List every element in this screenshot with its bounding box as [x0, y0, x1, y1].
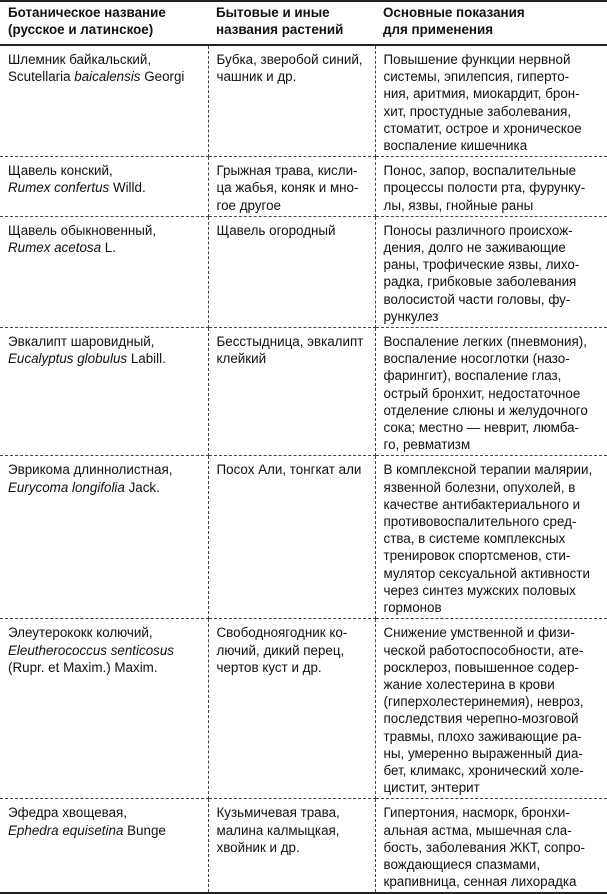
latin-name: [8, 350, 204, 367]
latin-binomial: Eucalyptus globulus: [8, 351, 128, 367]
indications-line: раны, трофические язвы, лихо-: [383, 257, 580, 273]
indications-line: травмы, плохо заживающие ра-: [383, 728, 582, 744]
russian-name: Эвкалипт шаровидный,: [8, 334, 155, 350]
latin-name: [8, 179, 204, 196]
indications-line: В комплексной терапии малярии,: [383, 462, 593, 478]
botanical-name-cell: [0, 456, 208, 619]
common-names-line: лючий, дикий перец,: [216, 642, 345, 658]
common-names-line: Свободноягодник ко-: [216, 625, 348, 641]
indications-line: крапивница, сенная лихорадка: [383, 874, 577, 890]
botanical-name-cell: [0, 328, 208, 456]
common-names-cell: [208, 799, 375, 894]
russian-name: Щавель обыкновенный,: [8, 222, 157, 238]
botanical-name-cell: [0, 157, 208, 217]
indications-line: дения, долго не заживающие: [383, 240, 566, 256]
indications-cell: [375, 328, 607, 456]
botanical-name-cell: [0, 619, 208, 799]
indications-line: последствия черепно-мозговой: [383, 711, 579, 727]
indications-line: воспаление кишечника: [383, 138, 528, 154]
indications-line: ны, умеренно выраженный диа-: [383, 745, 583, 761]
common-names-line: хвойник и др.: [216, 839, 300, 855]
common-names-line: Щавель огородный: [216, 222, 336, 238]
indications-line: гормонов: [383, 600, 442, 616]
indications-line: ческой работоспособности, ате-: [383, 642, 584, 658]
latin-binomial: Eleutherococcus senticosus: [8, 642, 174, 658]
indications-line: радка, грибковые заболевания: [383, 274, 577, 290]
table-row: [0, 799, 607, 894]
indications-cell: [375, 619, 607, 799]
indications-line: сока; местно — неврит, люмба-: [383, 420, 579, 436]
indications-line: противовоспалительного сред-: [383, 514, 577, 530]
indications-line: ства, в системе комплексных: [383, 531, 566, 547]
common-names-line: Бубка, зверобой синий,: [216, 52, 363, 67]
russian-name: Щавель конский,: [8, 163, 113, 179]
latin-binomial: Rumex acetosa: [8, 240, 102, 256]
common-names-line: чертов куст и др.: [216, 659, 322, 675]
indications-line: альная астма, мышечная сла-: [383, 822, 572, 838]
indications-line: цистит, энтерит: [383, 780, 480, 796]
author-abbrev: (Rupr. et Maxim.) Maxim.: [8, 659, 158, 675]
common-names-line: гое другое: [216, 197, 281, 213]
indications-line: бость, заболевания ЖКТ, сопро-: [383, 839, 585, 855]
indications-line: Поносы различного происхож-: [383, 222, 573, 238]
author-abbrev: L.: [101, 240, 116, 256]
author-abbrev: Jack.: [124, 479, 160, 495]
common-names-line: малина калмыцкая,: [216, 822, 340, 838]
common-names-cell: [208, 216, 375, 327]
indications-line: стоматит, острое и хроническое: [383, 120, 582, 136]
common-names-line: клейкий: [216, 351, 267, 367]
common-names-line: чашник и др.: [216, 69, 297, 85]
latin-binomial: Rumex confertus: [8, 180, 110, 196]
indications-cell: [375, 216, 607, 327]
indications-line: Понос, запор, воспалительные: [383, 163, 577, 179]
indications-line: Снижение умственной и физи-: [383, 625, 575, 641]
latin-genus: Scutellaria: [8, 69, 75, 85]
indications-line: воспаление носоглотки (назо-: [383, 351, 570, 367]
indications-line: качестве антибактериального и: [383, 496, 581, 512]
indications-line: росклероз, повышенное содер-: [383, 659, 579, 675]
indications-line: язвенной болезни, опухолей, в: [383, 479, 576, 495]
indications-line: (гиперхолестеринемия), невроз,: [383, 694, 584, 710]
indications-line: бет, климакс, хронический холе-: [383, 762, 584, 778]
header-row: [0, 1, 607, 45]
indications-cell: [375, 45, 607, 157]
table-row: [0, 456, 607, 619]
indications-line: ния, аритмия, миокардит, брон-: [383, 86, 580, 102]
indications-line: отделение слюны и желудочного: [383, 402, 588, 418]
common-names-cell: [208, 619, 375, 799]
latin-name: [8, 239, 204, 256]
indications-cell: [375, 456, 607, 619]
table-row: [0, 619, 607, 799]
indications-line: Гипертония, насморк, бронхи-: [383, 805, 570, 821]
indications-line: жание холестерина в крови: [383, 676, 555, 692]
table-row: [0, 45, 607, 157]
table-row: [0, 157, 607, 217]
header-botanical-name: Ботаническое название (русское и латинское): [0, 1, 208, 45]
common-names-line: Кузьмичевая трава,: [216, 805, 340, 821]
latin-name: [8, 479, 204, 496]
common-names-cell: [208, 157, 375, 217]
indications-line: Воспаление легких (пневмония),: [383, 334, 587, 350]
author-abbrev: Georgi: [140, 69, 185, 85]
indications-line: острый бронхит, недостаточное: [383, 385, 581, 401]
common-names-line: Грыжная трава, кисли-: [216, 163, 358, 179]
latin-name: [8, 68, 204, 85]
latin-binomial: Ephedra equisetina: [8, 822, 124, 838]
indications-line: волосистой части головы, фу-: [383, 291, 571, 307]
indications-cell: [375, 799, 607, 894]
header-indications: Основные показания для применения: [375, 1, 607, 45]
indications-line: через синтез мужских половых: [383, 582, 576, 598]
latin-binomial: Eurycoma longifolia: [8, 479, 125, 495]
table-row: [0, 216, 607, 327]
author-abbrev: Willd.: [109, 180, 146, 196]
common-names-line: Бесстыдница, эвкалипт: [216, 334, 364, 350]
russian-name: Эфедра хвощевая,: [8, 805, 128, 821]
botanical-name-cell: [0, 799, 208, 894]
indications-line: хит, простудные заболевания,: [383, 103, 572, 119]
table-row: [0, 328, 607, 456]
indications-line: тренировок спортсменов, сти-: [383, 548, 571, 564]
indications-line: го, ревматизм: [383, 437, 471, 453]
author-abbrev: Labill.: [127, 351, 166, 367]
latin-name: [8, 822, 204, 839]
common-names-line: Посох Али, тонгкат али: [216, 462, 362, 478]
latin-binomial: baicalensis: [74, 69, 141, 85]
common-names-cell: [208, 456, 375, 619]
latin-name: [8, 642, 204, 659]
russian-name: Элеутерококк колючий,: [8, 625, 153, 641]
header-common-names: Бытовые и иные названия растений: [208, 1, 375, 45]
indications-line: процессы полости рта, фурунку-: [383, 180, 586, 196]
common-names-cell: [208, 328, 375, 456]
indications-cell: [375, 157, 607, 217]
russian-name: Эврикома длиннолистная,: [8, 462, 173, 478]
indications-line: лы, язвы, гнойные раны: [383, 197, 534, 213]
indications-line: рункулез: [383, 308, 439, 324]
botanical-name-cell: [0, 45, 208, 157]
indications-line: мулятор сексуальной активности: [383, 565, 590, 581]
author-abbrev: Bunge: [123, 822, 166, 838]
russian-name: Шлемник байкальский,: [8, 52, 152, 67]
indications-line: вождающиеся спазмами,: [383, 856, 541, 872]
common-names-cell: [208, 45, 375, 157]
botanical-name-cell: [0, 216, 208, 327]
indications-line: системы, эпилепсия, гиперто-: [383, 69, 570, 85]
indications-line: фарингит), воспаление глаз,: [383, 368, 562, 384]
common-names-line: ца жабья, коняк и мно-: [216, 180, 359, 196]
indications-line: Повышение функции нервной: [383, 52, 571, 67]
